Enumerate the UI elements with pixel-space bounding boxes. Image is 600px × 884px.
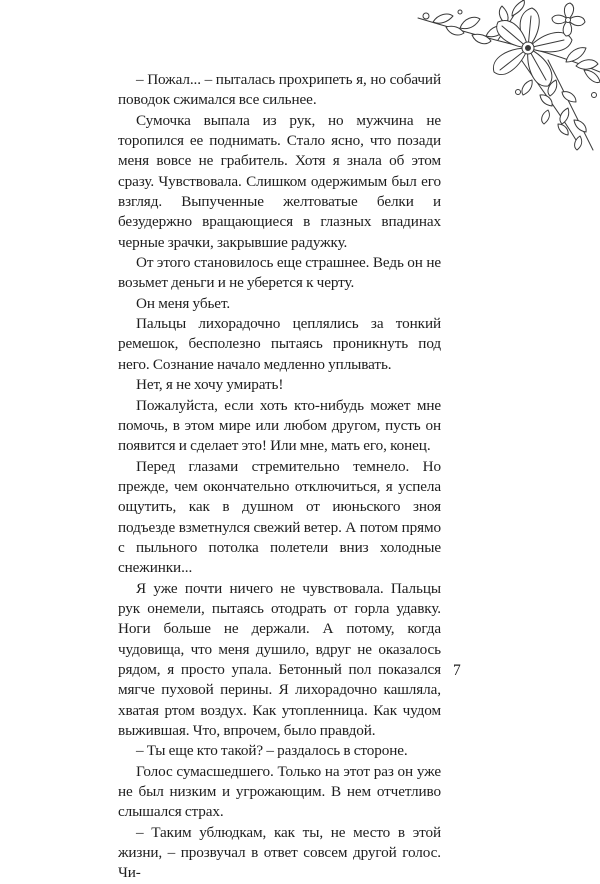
paragraph: Перед глазами стремительно темнело. Но прежде, чем окончательно отключиться, я успела ощутить, как в душном от июньского зноя подъезде взметнулся свежий ветер. А потом прямо с пыльного потолка полетели вниз холодные снежинки... — [118, 457, 441, 577]
paragraph: Он меня убьет. — [136, 294, 231, 312]
paragraph: – Таким ублюдкам, как ты, не место в этой жизни, – прозвучал в ответ совсем другой голос. Чи- — [118, 823, 441, 882]
paragraph: От этого становилось еще страшнее. Ведь он не возьмет деньги и не уберется к черту. — [118, 254, 441, 292]
paragraph: Я уже почти ничего не чувствовала. Пальцы рук онемели, пытаясь отодрать от горла удавку. Ноги больше не держали. А потому, когда чудовища, что меня душило, вдруг не оказалось рядом, я просто упала. Бетонный пол показался мягче пуховой перины. Я лихорадочно кашляла, хватая ртом воздух. Как утопленница. Как чудом выжившая. Что, впрочем, было правдой. — [118, 579, 441, 739]
paragraph: – Пожал... – пыталась прохрипеть я, но собачий поводок сжимался все сильнее. — [118, 71, 441, 109]
paragraph: – Ты еще кто такой? – раздалось в стороне. — [136, 742, 408, 760]
paragraph: Сумочка выпала из рук, но мужчина не торопился ее поднимать. Стало ясно, что позади меня вовсе не грабитель. Хотя я знала об этом сразу. Чувствовала. Слишком одержимым был его взгляд. Выпученные желтоватые белки и безудержно вращающиеся в глазных впадинах черные зрачки, закрывшие радужку. — [118, 111, 441, 251]
paragraph: Пожалуйста, если хоть кто-нибудь может мне помочь, в этом мире или любом другом, пусть он появится и сделает это! Или мне, мать его, конец. — [118, 396, 441, 455]
body-text — [118, 70, 441, 884]
page-number: 7 — [453, 662, 461, 679]
paragraph: Голос сумасшедшего. Только на этот раз он уже не был низким и угрожающим. В нем отчетливо слышался страх. — [118, 762, 441, 821]
paragraph: Нет, я не хочу умирать! — [136, 376, 284, 394]
paragraph: Пальцы лихорадочно цеплялись за тонкий ремешок, бесполезно пытаясь проникнуть под него. Сознание начало медленно уплывать. — [118, 315, 441, 373]
